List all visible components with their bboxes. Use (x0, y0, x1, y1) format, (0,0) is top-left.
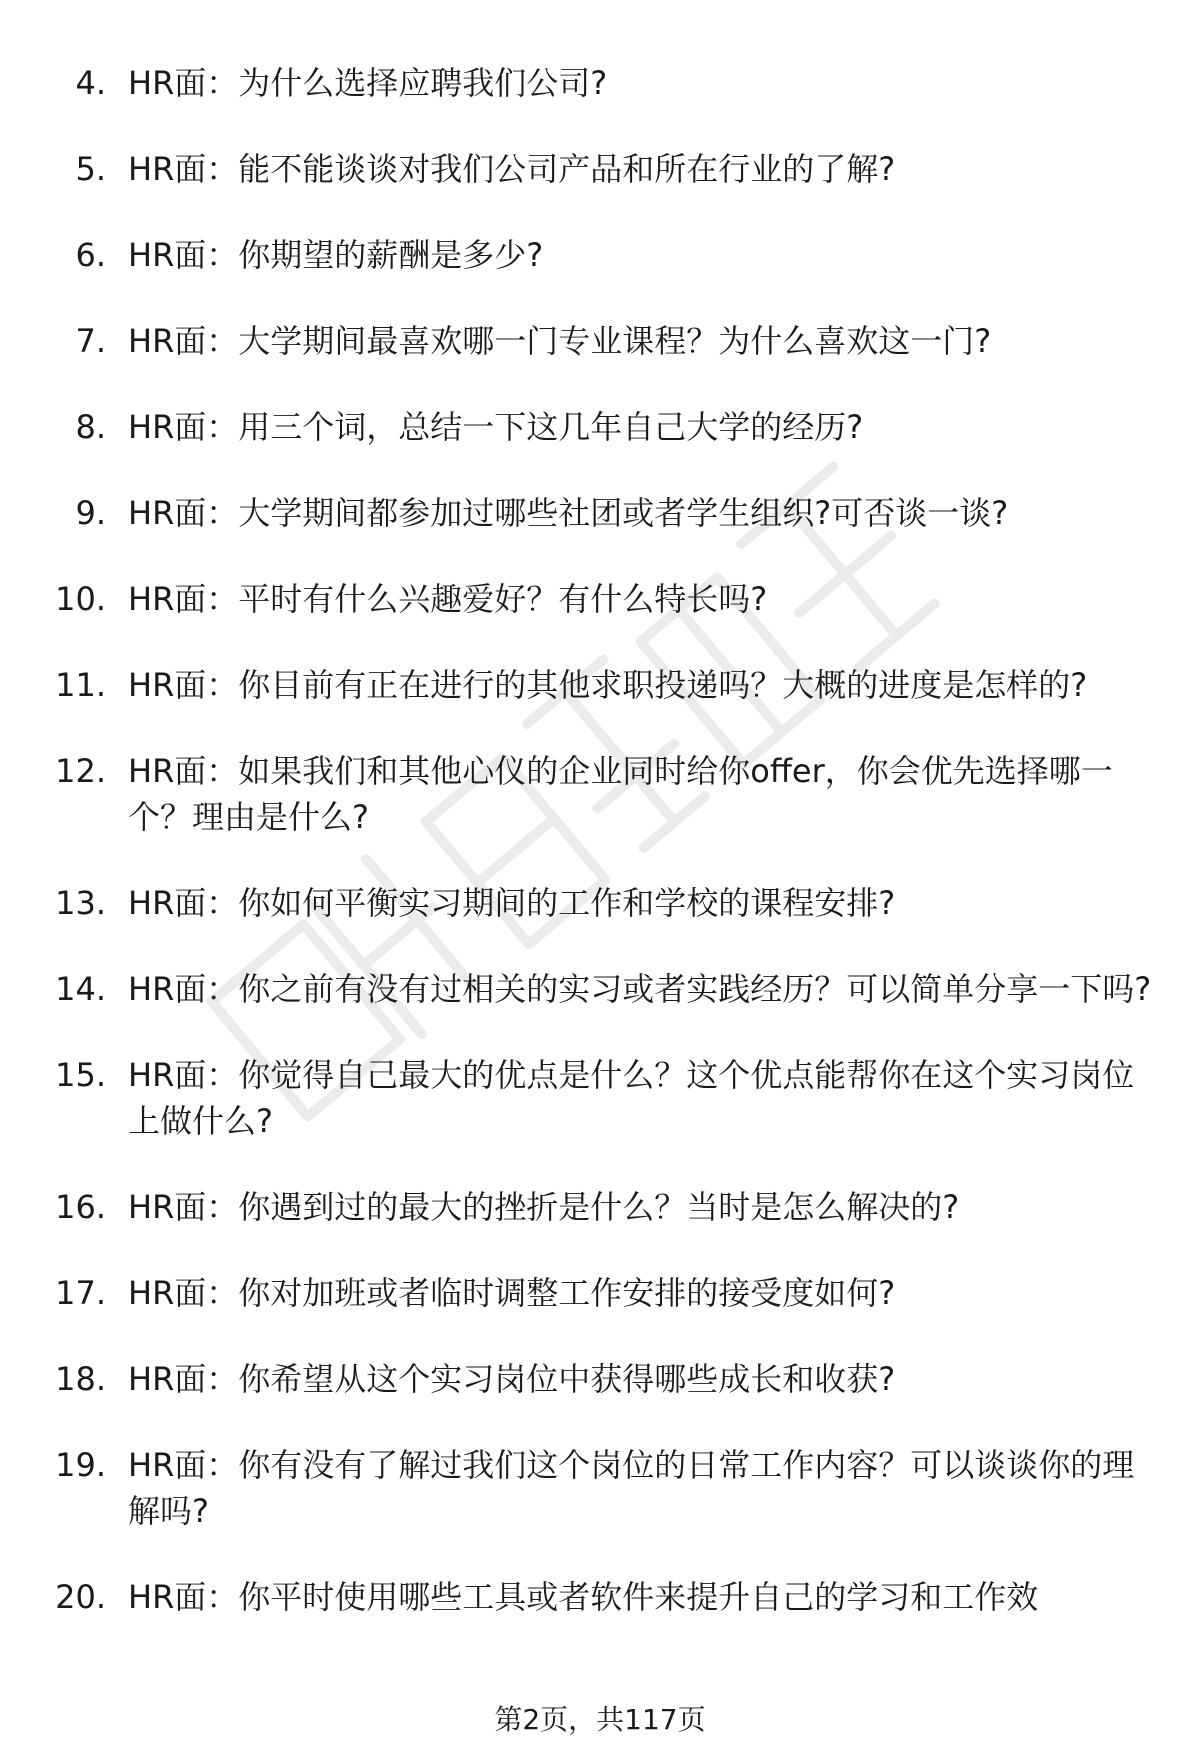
list-item (0, 576, 1200, 622)
question-number: 7. (75, 322, 106, 360)
question-text: HR面：你觉得自己最大的优点是什么？这个优点能帮你在这个实习岗位上做什么? (128, 1056, 1135, 1140)
list-item (0, 490, 1200, 536)
question-text: HR面：你对加班或者临时调整工作安排的接受度如何? (128, 1274, 896, 1312)
question-number: 4. (75, 64, 106, 102)
question-number: 11. (55, 666, 106, 704)
question-text: HR面：你如何平衡实习期间的工作和学校的课程安排? (128, 884, 896, 922)
question-text: HR面：你遇到过的最大的挫折是什么？当时是怎么解决的? (128, 1188, 960, 1226)
list-item (0, 1270, 1200, 1316)
question-number: 16. (55, 1188, 106, 1226)
list-item (0, 1574, 1200, 1620)
list-item (0, 318, 1200, 364)
question-number: 17. (55, 1274, 106, 1312)
question-text: HR面：平时有什么兴趣爱好？有什么特长吗? (128, 580, 768, 618)
question-number: 15. (55, 1056, 106, 1094)
list-item (0, 1442, 1200, 1534)
list-item (0, 232, 1200, 278)
question-number: 6. (75, 236, 106, 274)
question-text: HR面：用三个词，总结一下这几年自己大学的经历? (128, 408, 864, 446)
question-text: HR面：你平时使用哪些工具或者软件来提升自己的学习和工作效 (128, 1578, 1039, 1616)
question-text: HR面：你希望从这个实习岗位中获得哪些成长和收获? (128, 1360, 896, 1398)
list-item (0, 1052, 1200, 1144)
question-number: 8. (75, 408, 106, 446)
list-item (0, 966, 1200, 1012)
question-text: HR面：你之前有没有过相关的实习或者实践经历？可以简单分享一下吗? (128, 970, 1152, 1008)
question-number: 20. (55, 1578, 106, 1616)
question-text: HR面：你目前有正在进行的其他求职投递吗？大概的进度是怎样的? (128, 666, 1088, 704)
list-item (0, 60, 1200, 106)
list-item (0, 748, 1200, 840)
question-text: HR面：如果我们和其他心仪的企业同时给你offer，你会优先选择哪一个？理由是什么? (128, 752, 1113, 836)
question-list (0, 60, 1200, 1660)
list-item (0, 404, 1200, 450)
question-number: 18. (55, 1360, 106, 1398)
page-footer: 第2页，共117页 (494, 1703, 706, 1736)
question-text: HR面：大学期间最喜欢哪一门专业课程？为什么喜欢这一门? (128, 322, 992, 360)
question-number: 13. (55, 884, 106, 922)
question-number: 10. (55, 580, 106, 618)
question-text: HR面：大学期间都参加过哪些社团或者学生组织?可否谈一谈? (128, 494, 1009, 532)
question-text: HR面：你期望的薪酬是多少? (128, 236, 544, 274)
list-item (0, 146, 1200, 192)
question-number: 12. (55, 752, 106, 790)
list-item (0, 880, 1200, 926)
question-number: 19. (55, 1446, 106, 1484)
question-number: 5. (75, 150, 106, 188)
question-number: 14. (55, 970, 106, 1008)
question-text: HR面：为什么选择应聘我们公司? (128, 64, 608, 102)
list-item (0, 1356, 1200, 1402)
list-item (0, 662, 1200, 708)
question-text: HR面：你有没有了解过我们这个岗位的日常工作内容？可以谈谈你的理解吗? (128, 1446, 1135, 1530)
list-item (0, 1184, 1200, 1230)
question-number: 9. (75, 494, 106, 532)
question-text: HR面：能不能谈谈对我们公司产品和所在行业的了解? (128, 150, 896, 188)
